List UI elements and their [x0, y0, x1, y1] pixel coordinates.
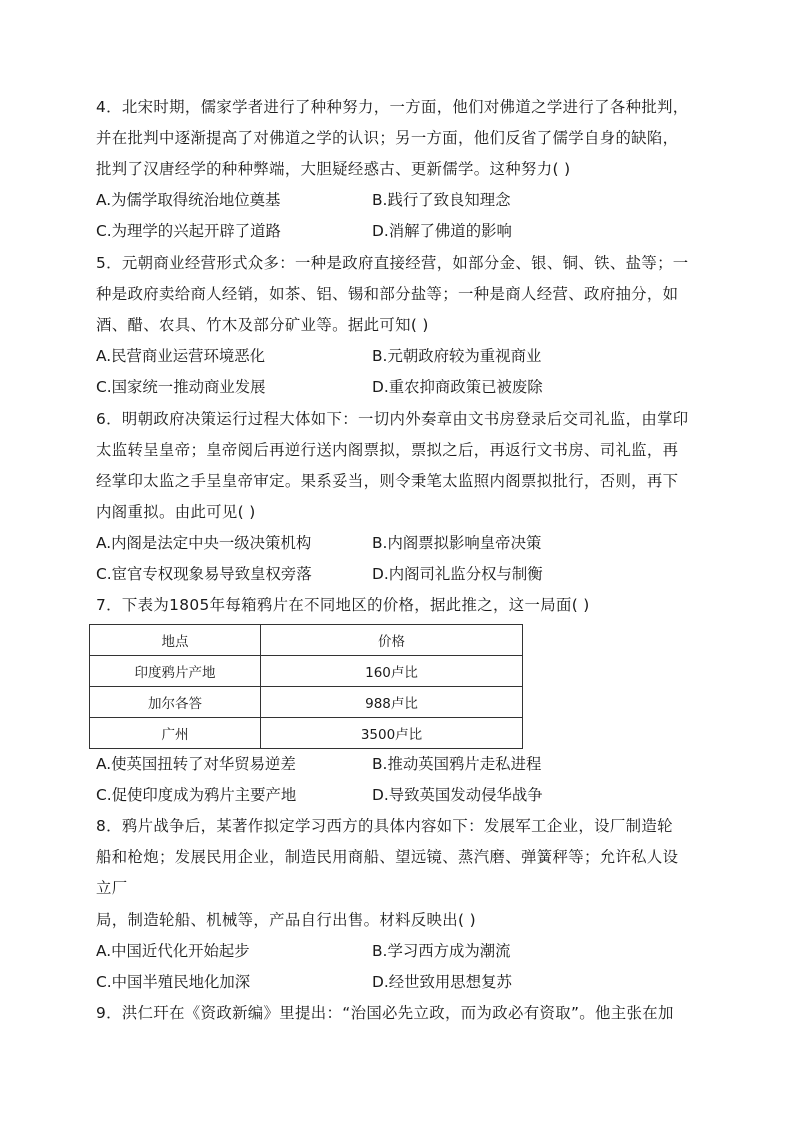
q9-stem-line-1: 9．洪仁玕在《资政新编》里提出：“治国必先立政，而为政必有资取”。他主张在加	[96, 1004, 674, 1022]
q5-stem-line-3: 酒、醋、农具、竹木及部分矿业等。据此可知( )	[96, 316, 429, 334]
table-header-price: 价格	[261, 625, 523, 656]
q8-stem-line-4: 局，制造轮船、机械等，产品自行出售。材料反映出( )	[96, 911, 476, 929]
q8-option-c[interactable]: C.中国半殖民地化加深	[96, 973, 251, 991]
q4-stem-line-3: 批判了汉唐经学的种种弊端，大胆疑经惑古、更新儒学。这种努力( )	[96, 160, 571, 178]
q4-stem-line-2: 并在批判中逐渐提高了对佛道之学的认识；另一方面，他们反省了儒学自身的缺陷，	[96, 129, 679, 147]
q6-stem-line-2: 太监转呈皇帝；皇帝阅后再逆行送内阁票拟，票拟之后，再返行文书房、司礼监，再	[96, 441, 679, 459]
table-cell-price: 160卢比	[261, 656, 523, 687]
q8-option-b[interactable]: B.学习西方成为潮流	[372, 942, 511, 960]
q6-option-d[interactable]: D.内阁司礼监分权与制衡	[372, 565, 543, 583]
q6-stem-line-1: 6．明朝政府决策运行过程大体如下：一切内外奏章由文书房登录后交司礼监，由掌印	[96, 410, 689, 428]
opium-price-table	[89, 624, 523, 749]
q4-option-d[interactable]: D.消解了佛道的影响	[372, 222, 512, 240]
q4-option-c[interactable]: C.为理学的兴起开辟了道路	[96, 222, 281, 240]
q4-stem-line-1: 4．北宋时期，儒家学者进行了种种努力，一方面，他们对佛道之学进行了各种批判，	[96, 98, 689, 116]
table-cell-location: 印度鸦片产地	[90, 656, 261, 687]
table-cell-price: 3500卢比	[261, 718, 523, 749]
table-header-location: 地点	[90, 625, 261, 656]
table-row	[90, 718, 523, 749]
q6-option-a[interactable]: A.内阁是法定中央一级决策机构	[96, 534, 312, 552]
table-cell-location: 加尔各答	[90, 687, 261, 718]
q8-stem-line-1: 8．鸦片战争后，某著作拟定学习西方的具体内容如下：发展军工企业，设厂制造轮	[96, 817, 673, 835]
q4-option-b[interactable]: B.践行了致良知理念	[372, 191, 511, 209]
q8-stem-line-3: 立厂	[96, 879, 128, 897]
q6-option-b[interactable]: B.内阁票拟影响皇帝决策	[372, 534, 542, 552]
q7-option-b[interactable]: B.推动英国鸦片走私进程	[372, 755, 542, 773]
q5-stem-line-1: 5．元朝商业经营形式众多：一种是政府直接经营，如部分金、银、铜、铁、盐等；一	[96, 254, 689, 272]
q5-option-c[interactable]: C.国家统一推动商业发展	[96, 378, 266, 396]
q7-option-a[interactable]: A.使英国扭转了对华贸易逆差	[96, 755, 296, 773]
q6-option-c[interactable]: C.宦官专权现象易导致皇权旁落	[96, 565, 312, 583]
q7-option-c[interactable]: C.促使印度成为鸦片主要产地	[96, 786, 297, 804]
table-cell-price: 988卢比	[261, 687, 523, 718]
q5-option-b[interactable]: B.元朝政府较为重视商业	[372, 347, 542, 365]
q8-option-a[interactable]: A.中国近代化开始起步	[96, 942, 250, 960]
q7-stem-line-1: 7．下表为1805年每箱鸦片在不同地区的价格，据此推之，这一局面( )	[96, 596, 590, 614]
table-cell-location: 广州	[90, 718, 261, 749]
table-row	[90, 687, 523, 718]
q5-option-d[interactable]: D.重农抑商政策已被废除	[372, 378, 543, 396]
q5-stem-line-2: 种是政府卖给商人经销，如茶、铝、锡和部分盐等；一种是商人经营、政府抽分，如	[96, 285, 679, 303]
q4-option-a[interactable]: A.为儒学取得统治地位奠基	[96, 191, 281, 209]
q7-option-d[interactable]: D.导致英国发动侵华战争	[372, 786, 543, 804]
q6-stem-line-3: 经掌印太监之手呈皇帝审定。果系妥当，则令秉笔太监照内阁票拟批行，否则，再下	[96, 472, 679, 490]
table-row	[90, 656, 523, 687]
q5-option-a[interactable]: A.民营商业运营环境恶化	[96, 347, 266, 365]
q8-option-d[interactable]: D.经世致用思想复苏	[372, 973, 512, 991]
table-header-row	[90, 625, 523, 656]
q6-stem-line-4: 内阁重拟。由此可见( )	[96, 503, 256, 521]
q8-stem-line-2: 船和枪炮；发展民用企业，制造民用商船、望远镜、蒸汽磨、弹簧秤等；允许私人设	[96, 848, 679, 866]
